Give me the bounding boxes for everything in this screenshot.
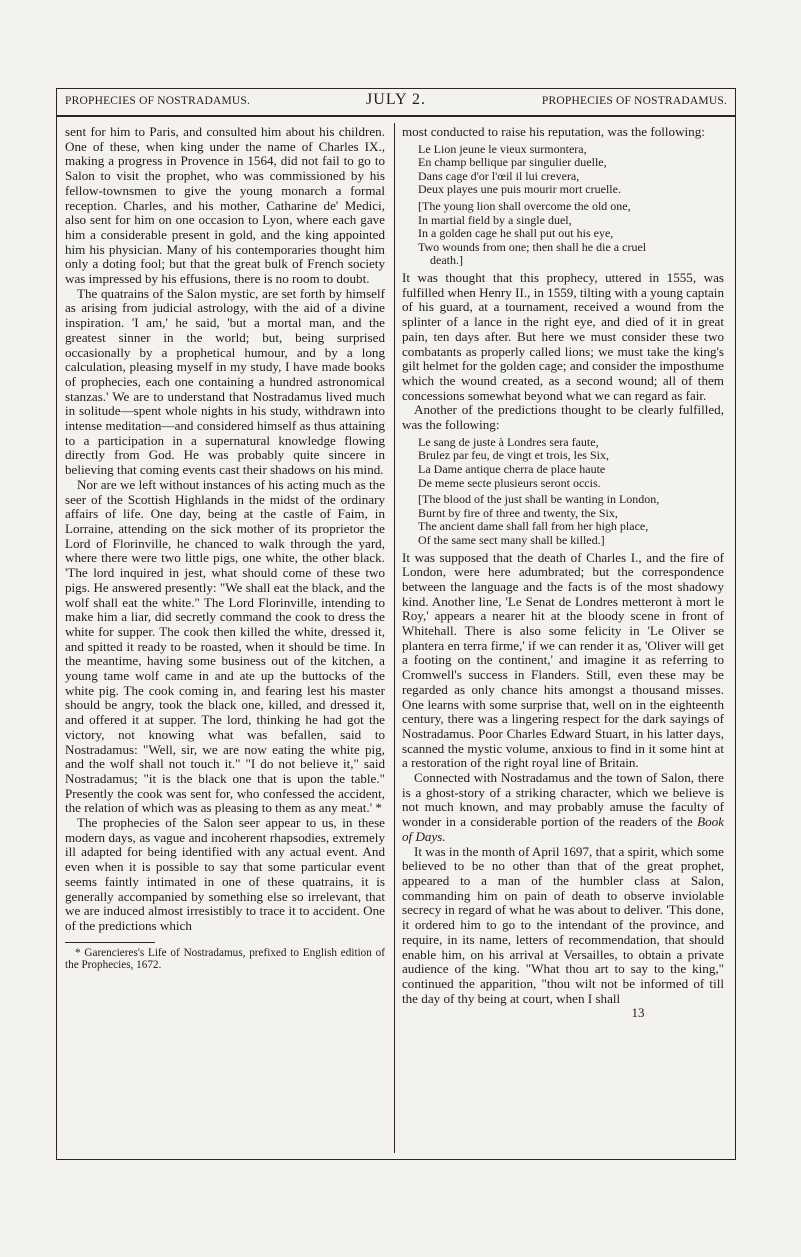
english-quatrain [402, 200, 724, 268]
paragraph [402, 771, 724, 845]
verse-line: Le Lion jeune le vieux surmontera, [418, 141, 587, 156]
verse-line: De meme secte plusieurs seront occis. [418, 475, 601, 490]
paragraph: Another of the predictions thought to be clearly fulfilled, was the following: [402, 402, 724, 433]
paragraph: It was in the month of April 1697, that a spirit, which some believed to be no other than that of the great prophet, appeared to a man of the humbler class at Salon, commanding him on pain of death to observe inviolable secrecy in regard of what he was about to deliver. 'This done, it ordered him to go to the intendant of the province, and require, in its name, letters of recommendation, that should enable him, on his arrival at Versailles, to obtain a private audience of the king. "What thou art to say to the king," continued the apparition, "thou wilt not be informed of till the day of thy being at court, when I shall [402, 843, 724, 1006]
paragraph: most conducted to raise his reputation, was the following: [402, 124, 705, 139]
paragraph: The quatrains of the Salon mystic, are set forth by himself as arising from judicial astrology, with the aid of a divine inspiration. 'I am,' he said, 'but a mortal man, and the greatest sinner in the world; but, being surprised occasionally by a prophetical humour, and by a long calculation, pleasing myself in my study, I have made books of prophecies, each one containing a hundred astronomical stanzas.' We are to understand that Nostradamus lived much in solitude—spent whole nights in his study, withdrawn into intense meditation—and considered himself as thus attaining to a participation in a supernatural knowledge flowing directly from God. He was probably quite sincere in believing that coming events cast their shadows on his mind. [65, 285, 385, 478]
paragraph: It was thought that this prophecy, uttered in 1555, was fulfilled when Henry II., in 1559, tilting with a young captain of his guard, at a tournament, received a wound from the splinter of a lance in the right eye, and died of it in great pain, ten days after. But here we must consider these two combatants as properly called lions; we must take the king's gilt helmet for the golden cage; and consider the imposthume which the wound created, as a second wound; all of them concessions somewhat beyond what we can regard as fair. [402, 270, 724, 403]
page-number: 13 [631, 1005, 645, 1021]
left-column [65, 125, 385, 1153]
paragraph: It was supposed that the death of Charles I., and the fire of London, were here adumbrated; but the correspondence between the language and the facts is of the most shadowy kind. Another line, 'Le Senat de Londres metteront à mort le Roy,' appears a nearer hit at the bloody scene in front of Whitehall. There is also some felicity in 'Le Oliver se plantera en terra firme,' if we can render it as, 'Oliver will get a footing on the continent,' and imagine it as referring to Cromwell's success in Flanders. Still, even these may be regarded as only chance hits amongst a thousand misses. One learns with some surprise that, well on in the eighteenth century, there was a lingering respect for the dark sayings of Nostradamus. Poor Charles Edward Stuart, in his latter days, scanned the mystic volume, anxious to find in it some hint at a restoration of the right royal line of Britain. [402, 549, 724, 771]
running-header [57, 89, 735, 117]
verse-line: In martial field by a single duel, [418, 212, 572, 227]
right-column [402, 125, 724, 1153]
paragraph: The prophecies of the Salon seer appear to us, in these modern days, as vague and incoherent rhapsodies, extremely ill adapted for being identified with any actual event. And even when it is possible to say that some particular event seems faintly intimated in one of these quatrains, it is generally accompanied by something else so irrelevant, that we are induced almost irresistibly to trace it to accident. One of the predictions which [65, 815, 385, 933]
verse-line: Of the same sect many shall be killed.] [418, 532, 605, 547]
footnote: * Garencieres's Life of Nostradamus, prefixed to English edition of the Prophecies, 1672. [65, 946, 385, 972]
french-quatrain [402, 143, 724, 197]
paragraph: sent for him to Paris, and consulted him about his children. One of these, when king under the name of Charles IX., making a progress in Provence in 1564, did not fail to go to Salon to visit the prophet, who was commissioned by his fellow-townsmen to give the young monarch a formal reception. Charles, and his mother, Catharine de' Medici, also sent for him on one occasion to Lyon, where each gave him a considerable present in gold, and the king appointed him his physician. Many of his contemporaries thought him only a doting fool; but that the great bulk of French society was impressed by his effusions, there is no room to doubt. [65, 124, 385, 287]
verse-line: La Dame antique cherra de place haute [418, 461, 606, 476]
verse-line: Le sang de juste à Londres sera faute, [418, 434, 599, 449]
verse-line: death.] [430, 253, 463, 268]
column-divider [394, 123, 395, 1153]
verse-line: In a golden cage he shall put out his eye, [418, 226, 614, 241]
verse-line: Burnt by fire of three and twenty, the Six, [418, 505, 618, 520]
verse-line: En champ bellique par singulier duelle, [418, 155, 607, 170]
verse-line: [The young lion shall overcome the old one, [418, 199, 631, 214]
verse-line: Deux playes une puis mourir mort cruelle. [418, 182, 621, 197]
french-quatrain [402, 436, 724, 490]
verse-line: Two wounds from one; then shall he die a cruel [418, 239, 647, 254]
verse-line: Dans cage d'or l'œil il lui crevera, [418, 168, 580, 183]
header-right: PROPHECIES OF NOSTRADAMUS. [541, 95, 727, 107]
page-frame [56, 88, 736, 1160]
paragraph-text: Connected with Nostradamus and the town of Salon, there is a ghost-story of a striking character, which we believe is not much known, and may probably amuse the faculty of wonder in a considerable portion of the readers of the [402, 770, 724, 830]
footnote-divider [65, 942, 155, 943]
header-date: JULY 2. [366, 91, 426, 108]
verse-line: Brulez par feu, de vingt et trois, les Six, [418, 448, 609, 463]
verse-line: The ancient dame shall fall from her high place, [418, 519, 649, 534]
header-left: PROPHECIES OF NOSTRADAMUS. [65, 95, 251, 107]
verse-line: [The blood of the just shall be wanting in London, [418, 492, 660, 507]
book-title: Book of Days. [402, 814, 724, 844]
paragraph: Nor are we left without instances of his acting much as the seer of the Scottish Highlands in the midst of the ordinary affairs of life. One day, being at the castle of Faim, in Lorraine, attending on the sick mother of its proprietor the Lord of Florinville, he chanced to walk through the yard, where there were two little pigs, one white, the other black. 'The lord inquired in jest, what should come of these two pigs. He answered presently: "We shall eat the black, and the wolf shall eat the white." The Lord Florinville, intending to make him a liar, did secretly command the cook to dress the white for supper. The cook then killed the white, dressed it, and spitted it ready to be roasted, when it should be time. In the meantime, having some business out of the kitchen, a young tame wolf came in and ate up the buttocks of the white pig. The cook coming in, and fearing lest his master should be angry, took the black one, killed, and dressed it, and offered it at supper. The lord, thinking he had got the victory, not knowing what was befallen, said to Nostradamus: "Well, sir, we are now eating the white pig, and the wolf shall not touch it." "I do not believe it," said Nostradamus; "it is the black one that is upon the table." Presently the cook was sent for, who confessed the accident, the relation of which was as pleasing to them as any meat.' * [65, 476, 385, 816]
english-quatrain [402, 493, 724, 547]
